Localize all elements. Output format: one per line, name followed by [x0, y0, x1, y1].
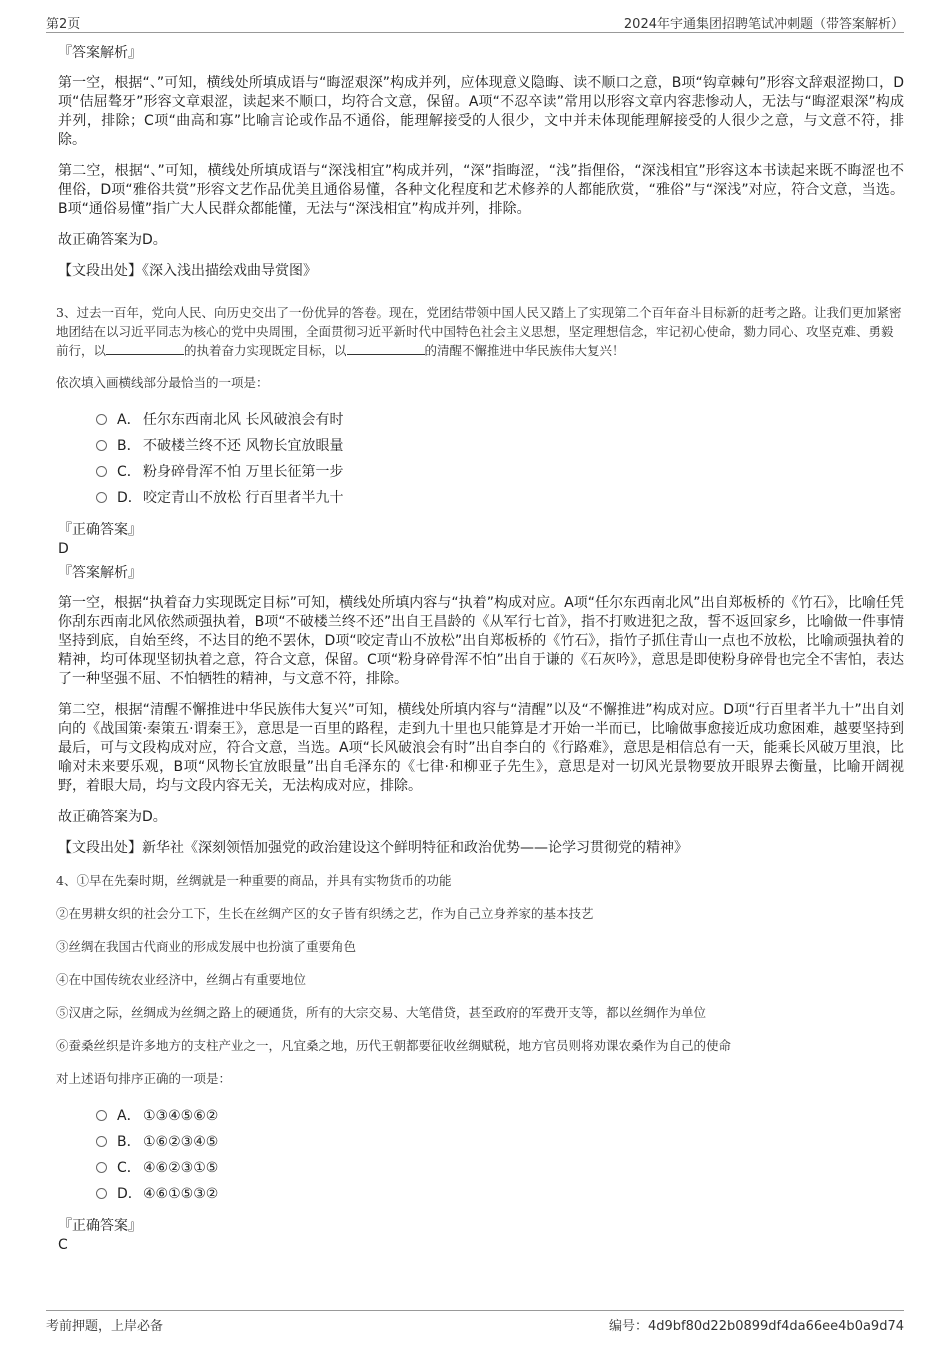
radio-icon[interactable]	[96, 1162, 107, 1173]
radio-icon[interactable]	[96, 1110, 107, 1121]
q4-line-4: ④在中国传统农业经济中，丝绸占有重要地位	[56, 972, 307, 987]
q3-options	[96, 407, 904, 511]
radio-icon[interactable]	[96, 414, 107, 425]
q4-answer-label: 『正确答案』	[58, 1218, 142, 1234]
q3-answer-label: 『正确答案』	[58, 522, 142, 538]
q4-option-a[interactable]: A． ①③④⑤⑥②	[96, 1103, 904, 1129]
q3-analysis-p1: 第一空，根据“执着奋力实现既定目标”可知，横线处所填内容与“执着”构成对应。A项“任尔东西南北风”出自郑板桥的《竹石》，比喻任凭你刮东西南北风依然顽强执着，B项“不破楼兰终不还”出自王昌龄的《从军行七首》，指不打败进犯之敌，誓不返回家乡，比喻做一件事情坚持到底，自始至终，不达目的绝不罢休，D项“咬定青山不放松”出自郑板桥的《竹石》，指竹子抓住青山一点也不放松，比喻顽强执着的精神，均可体现坚韧执着之意，符合文意，保留。C项“粉身碎骨浑不怕”出自于谦的《石灰吟》，意思是即使粉身碎骨也完全不害怕，表达了一种坚强不屈、不怕牺牲的精神，与文意不符，排除。	[58, 595, 904, 687]
radio-icon[interactable]	[96, 1136, 107, 1147]
page-header	[46, 10, 904, 33]
q4-option-d[interactable]: D．④⑥①⑤③②	[96, 1181, 904, 1207]
q3-stem-part-b: 的执着奋力实现既定目标，以	[184, 343, 347, 358]
q3-conclusion: 故正确答案为D。	[58, 809, 167, 825]
q3-stem-part-a: 3、过去一百年，党向人民、向历史交出了一份优异的答卷。现在，党团结带领中国人民又踏上了实现第二个百年奋斗目标新的赶考之路。让我们更加紧密地团结在以习近平同志为核心的党中央周围，全面贯彻习近平新时代中国特色社会主义思想，坚定理想信念，牢记初心使命，勠力同心、攻坚克难、勇毅前行，以	[56, 305, 902, 358]
q4-prompt: 对上述语句排序正确的一项是：	[56, 1071, 232, 1086]
page-footer	[46, 1310, 904, 1333]
q2-analysis-p1: 第一空，根据“、”可知，横线处所填成语与“晦涩艰深”构成并列，应体现意义隐晦、读不顺口之意，B项“钩章棘句”形容文辞艰涩拗口，D项“佶屈聱牙”形容文章艰涩，读起来不顺口，均符合文意，保留。A项“不忍卒读”常用以形容文章内容悲惨动人，无法与“晦涩艰深”构成并列，排除；C项“曲高和寡”比喻言论或作品不通俗，能理解接受的人很少，文中并未体现能理解接受的人很少之意，与文意不符，排除。	[58, 75, 904, 148]
q2-source: 【文段出处】《深入浅出描绘戏曲导赏图》	[58, 263, 317, 279]
q4-line-1: 4、①早在先秦时期，丝绸就是一种重要的商品，并具有实物货币的功能	[56, 873, 452, 888]
document-id: 编号：4d9bf80d22b0899df4da66ee4b0a9d74	[609, 1319, 904, 1334]
radio-icon[interactable]	[96, 1188, 107, 1199]
q3-analysis-label: 『答案解析』	[58, 565, 142, 581]
q3-option-d[interactable]: D．咬定青山不放松 行百里者半九十	[96, 485, 904, 511]
q4-line-5: ⑤汉唐之际，丝绸成为丝绸之路上的硬通货，所有的大宗交易、大笔借贷，甚至政府的军费开支等，都以丝绸作为单位	[56, 1005, 707, 1020]
radio-icon[interactable]	[96, 440, 107, 451]
q4-line-3: ③丝绸在我国古代商业的形成发展中也扮演了重要角色	[56, 939, 357, 954]
q3-answer: D	[58, 541, 69, 557]
q4-option-b[interactable]: B． ①⑥②③④⑤	[96, 1129, 904, 1155]
q3-stem	[56, 303, 904, 360]
q3-stem-part-c: 的清醒不懈推进中华民族伟大复兴！	[424, 343, 625, 358]
radio-icon[interactable]	[96, 466, 107, 477]
page-content	[56, 44, 904, 1260]
q2-analysis-label: 『答案解析』	[58, 45, 142, 61]
q3-option-c[interactable]: C． 粉身碎骨浑不怕 万里长征第一步	[96, 459, 904, 485]
document-title: 2024年宇通集团招聘笔试冲刺题（带答案解析）	[623, 17, 904, 32]
q3-blank-1	[106, 341, 184, 355]
q4-options	[96, 1103, 904, 1207]
q3-blank-2	[347, 341, 425, 355]
q2-conclusion: 故正确答案为D。	[58, 232, 167, 248]
q4-answer: C	[58, 1237, 68, 1253]
q4-option-c[interactable]: C． ④⑥②③①⑤	[96, 1155, 904, 1181]
q3-option-b[interactable]: B． 不破楼兰终不还 风物长宜放眼量	[96, 433, 904, 459]
footer-slogan: 考前押题，上岸必备	[46, 1319, 164, 1334]
q3-option-a[interactable]: A． 任尔东西南北风 长风破浪会有时	[96, 407, 904, 433]
q3-source: 【文段出处】新华社《深刻领悟加强党的政治建设这个鲜明特征和政治优势——论学习贯彻党的精神》	[58, 840, 688, 856]
q3-prompt: 依次填入画横线部分最恰当的一项是：	[56, 375, 269, 390]
q4-line-6: ⑥蚕桑丝织是许多地方的支柱产业之一，凡宜桑之地，历代王朝都要征收丝绸赋税，地方官员则将劝课农桑作为自己的使命	[56, 1038, 732, 1053]
q2-analysis-p2: 第二空，根据“、”可知，横线处所填成语与“深浅相宜”构成并列，“深”指晦涩，“浅”指俚俗，“深浅相宜”形容这本书读起来既不晦涩也不俚俗，D项“雅俗共赏”形容文艺作品优美且通俗易懂，各种文化程度和艺术修养的人都能欣赏，“雅俗”与“深浅”对应，符合文意，当选。B项“通俗易懂”指广大人民群众都能懂，无法与“深浅相宜”构成并列，排除。	[58, 163, 904, 217]
q4-line-2: ②在男耕女织的社会分工下，生长在丝绸产区的女子皆有织绣之艺，作为自己立身养家的基本技艺	[56, 906, 594, 921]
radio-icon[interactable]	[96, 492, 107, 503]
q3-analysis-p2: 第二空，根据“清醒不懈推进中华民族伟大复兴”可知，横线处所填内容与“清醒”以及“不懈推进”构成对应。D项“行百里者半九十”出自刘向的《战国策·秦策五·谓秦王》，意思是一百里的路程，走到九十里也只能算是才开始一半而已，比喻做事愈接近成功愈困难，越要坚持到最后，可与文段构成对应，符合文意，当选。A项“长风破浪会有时”出自李白的《行路难》，意思是相信总有一天，能乘长风破万里浪，比喻对未来要乐观，B项“风物长宜放眼量”出自毛泽东的《七律·和柳亚子先生》，意思是对一切风光景物要放开眼界去衡量，比喻开阔视野，着眼大局，均与文段内容无关，无法构成对应，排除。	[58, 702, 904, 794]
page-number: 第2页	[46, 17, 81, 32]
